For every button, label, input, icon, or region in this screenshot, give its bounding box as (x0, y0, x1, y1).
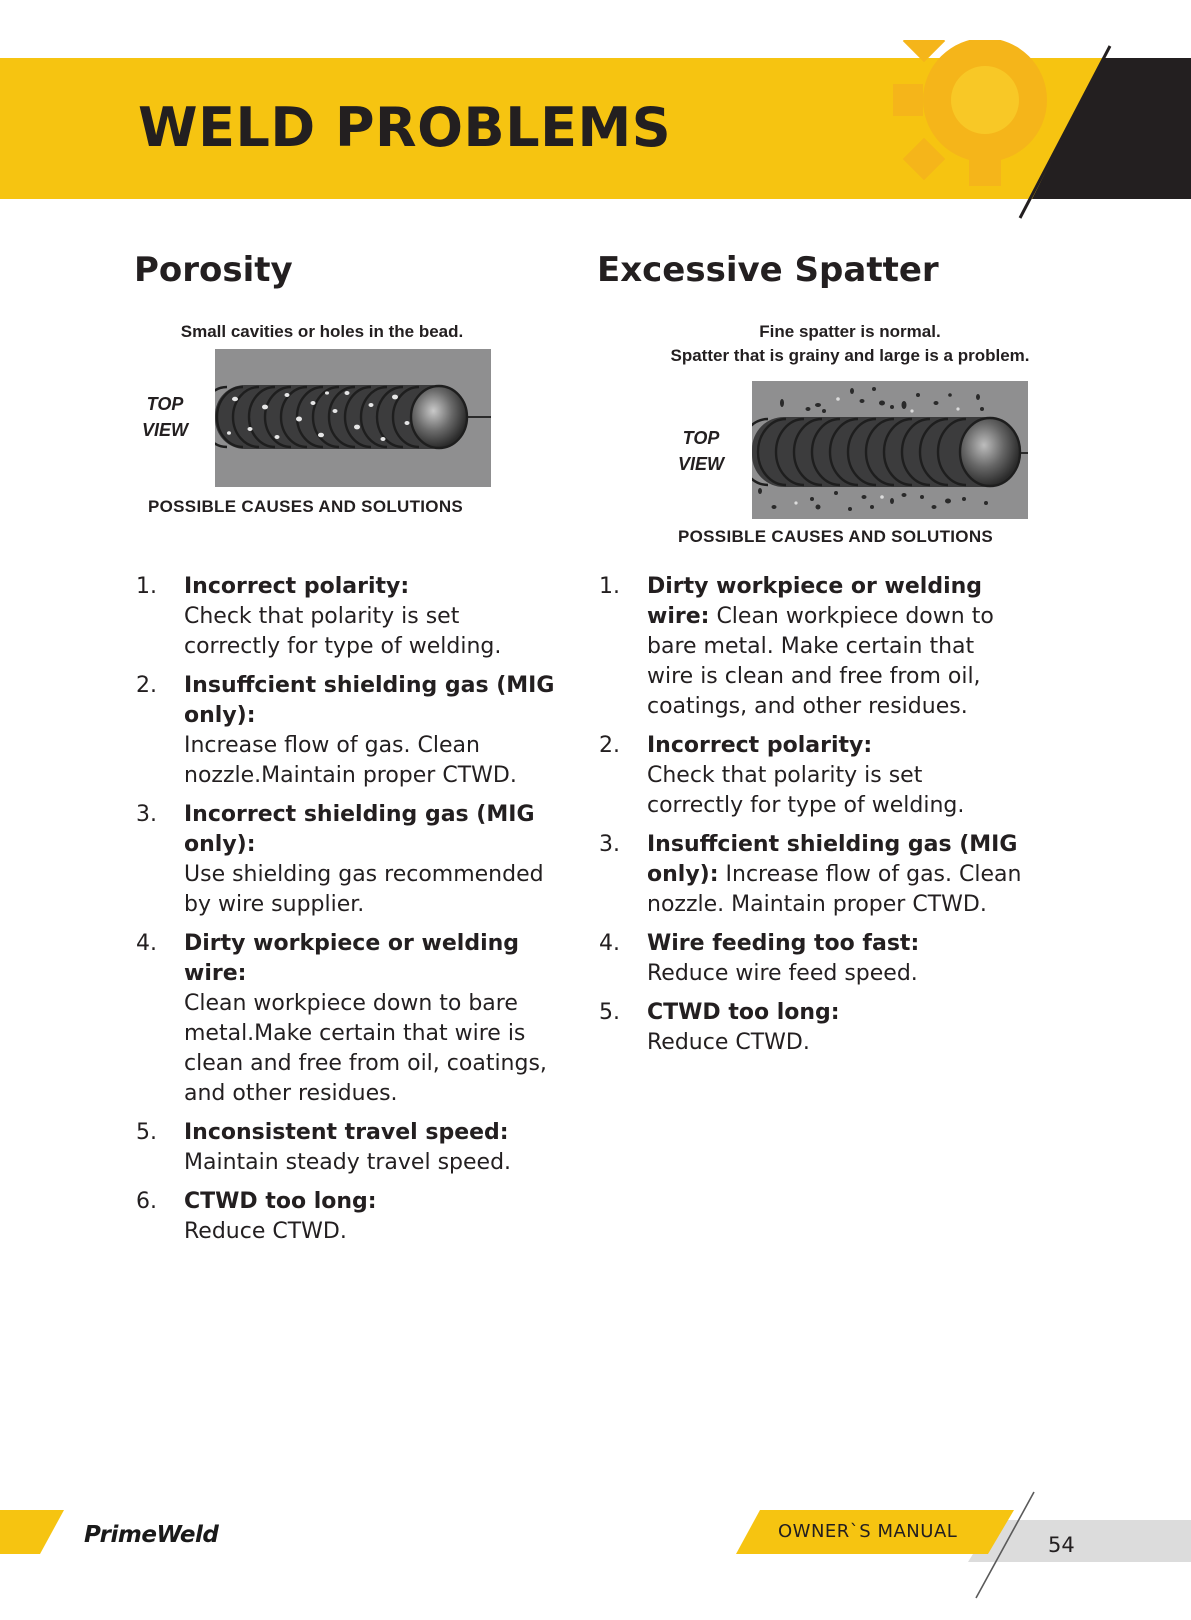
spatter-view-label: TOP VIEW (677, 428, 724, 474)
primeweld-logo: PrimeWeld (84, 1522, 219, 1548)
list-item: 4. Dirty workpiece or welding wire: Clean workpiece down to bare metal.Make certain that wire is clean and free from oil, coatings, and other residues. (136, 931, 547, 1106)
list-item: 5. Inconsistent travel speed: Maintain steady travel speed. (136, 1120, 512, 1175)
porosity-heading: Porosity (134, 250, 293, 290)
page-title: WELD PROBLEMS (138, 96, 672, 159)
page-number: 54 (1048, 1533, 1075, 1557)
porosity-weld-illustration (215, 349, 491, 487)
list-item: 1. Incorrect polarity: Check that polarity is set correctly for type of welding. (136, 574, 502, 659)
footer-decoration (0, 1490, 1191, 1620)
list-item: 2. Incorrect polarity: Check that polarity is set correctly for type of welding. (599, 733, 965, 818)
spatter-caption: Fine spatter is normal. Spatter that is grainy and large is a problem. (670, 322, 1030, 365)
list-item: 6. CTWD too long: Reduce CTWD. (136, 1189, 377, 1244)
list-item: 1. Dirty workpiece or welding wire: Clean workpiece down to bare metal. Make certain that wire is clean and free from oil, coatings, and other residues. (599, 574, 994, 719)
spatter-weld-illustration (752, 381, 1028, 519)
list-item: 3. Insuffcient shielding gas (MIG only): Increase flow of gas. Clean nozzle. Maintain proper CTWD. (599, 832, 1022, 917)
manual-label: OWNER`S MANUAL (778, 1521, 958, 1542)
list-item: 4. Wire feeding too fast: Reduce wire feed speed. (599, 931, 920, 986)
gear-icon (893, 40, 1047, 186)
spatter-heading: Excessive Spatter (597, 250, 939, 290)
list-item: 2. Insuffcient shielding gas (MIG only): Increase flow of gas. Clean nozzle.Maintain proper CTWD. (136, 673, 555, 788)
porosity-causes-label: POSSIBLE CAUSES AND SOLUTIONS (148, 497, 464, 516)
list-item: 5. CTWD too long: Reduce CTWD. (599, 1000, 840, 1055)
list-item: 3. Incorrect shielding gas (MIG only): Use shielding gas recommended by wire supplier. (136, 802, 544, 917)
footer-left-stripe (0, 1510, 64, 1554)
porosity-caption: Small cavities or holes in the bead. (180, 322, 464, 341)
porosity-view-label: TOP VIEW (141, 394, 188, 440)
spatter-causes-list (599, 572, 1024, 1067)
porosity-causes-list (136, 572, 556, 1256)
spatter-causes-label: POSSIBLE CAUSES AND SOLUTIONS (678, 527, 994, 546)
